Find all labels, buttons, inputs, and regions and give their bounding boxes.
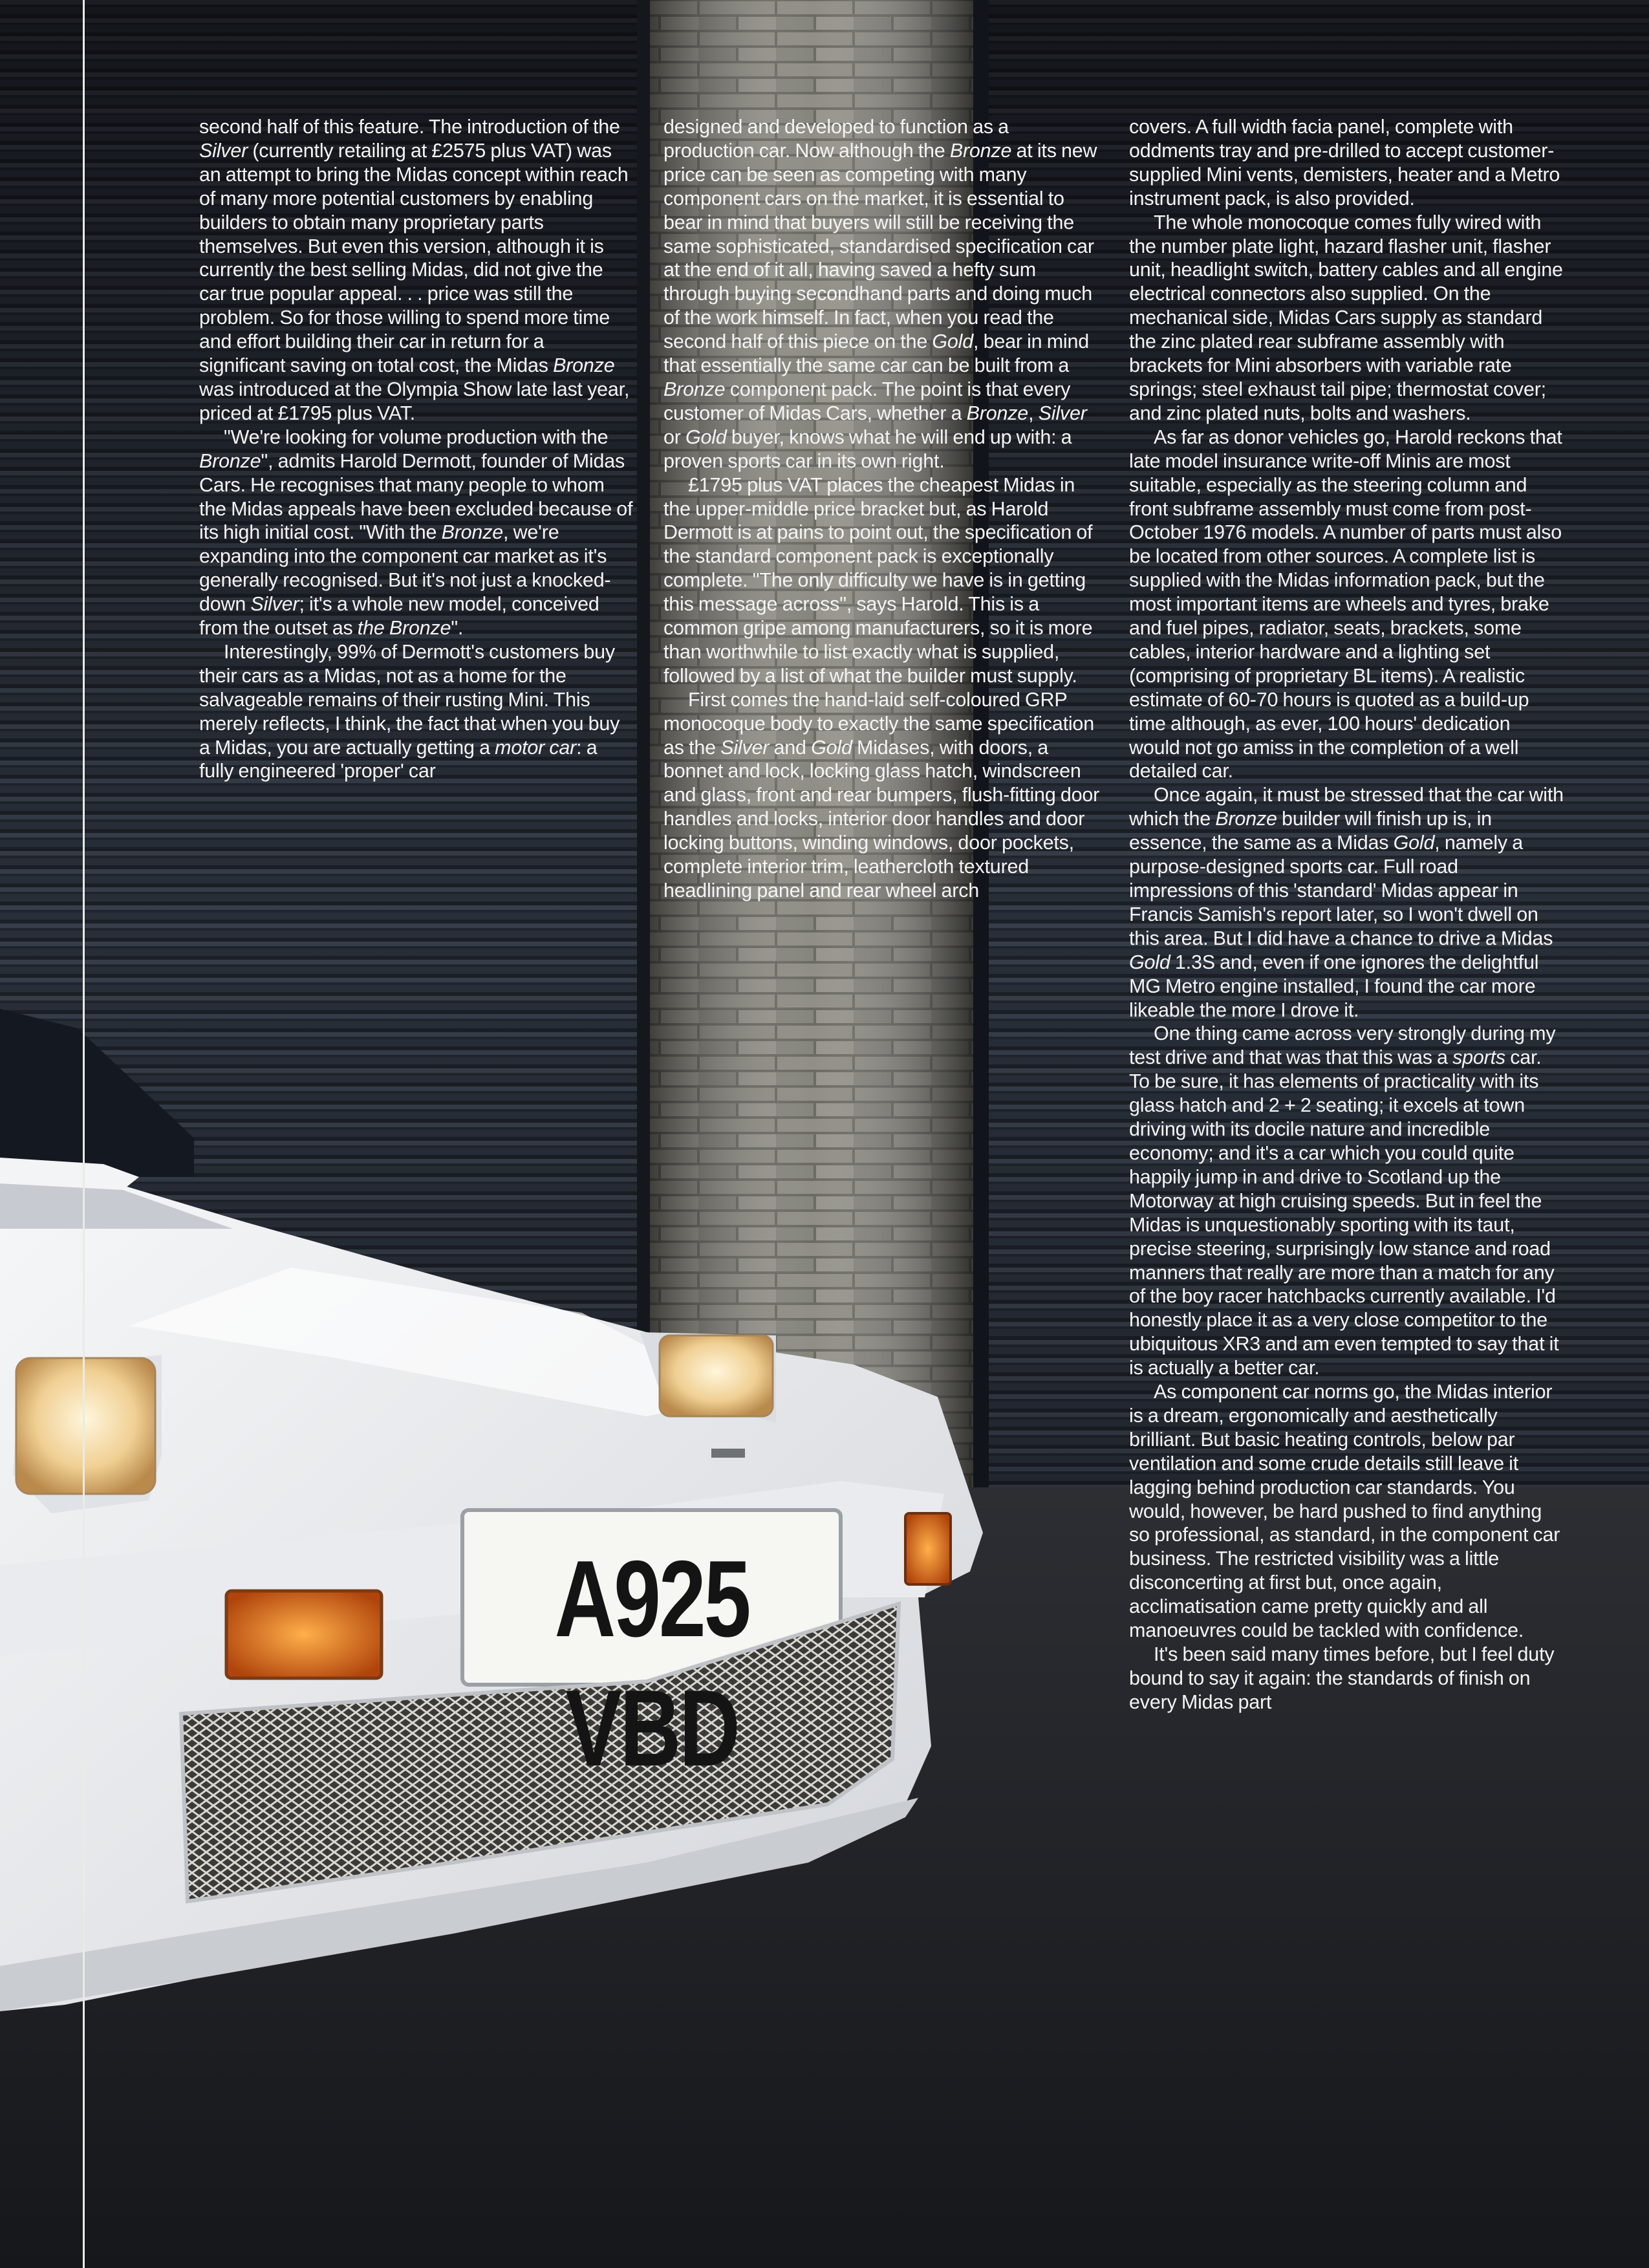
left-indicator: [226, 1591, 382, 1678]
italic-text-run: Bronze: [441, 521, 504, 544]
article-paragraph: [1129, 1643, 1565, 1714]
italic-text-run: Bronze: [966, 402, 1029, 424]
italic-text-run: Gold: [1129, 951, 1170, 973]
italic-text-run: motor car: [495, 736, 577, 759]
text-run: £1795 plus VAT places the cheapest Midas in the upper-middle price bracket but, as Harold Dermott is at pains to point out, the specification of the standard component pack is exceptionally complete. "The only difficulty we have is in getting this message across", says Harold. This is a common gripe among manufacturers, so it is more than worthwhile to list exactly what is supplied, followed by a list of what the builder must supply.: [663, 473, 1093, 687]
text-run: As component car norms go, the Midas interior is a dream, ergonomically and aesthetically brilliant. But basic heating controls, below par ventilation and some crude details still leave it lagging behind production car standards. You would, however, be hard pushed to find anything so professional, as standard, in the component car business. The restricted visibility was a little disconcerting at first but, once again, acclimatisation came pretty quickly and all manoeuvres could be tackled with confidence.: [1129, 1381, 1560, 1642]
article-paragraph: [199, 115, 634, 426]
text-run: buyer, knows what he will end up with: a proven sports car in its own right.: [663, 426, 1072, 472]
italic-text-run: Silver: [720, 736, 770, 759]
italic-text-run: Gold: [1393, 832, 1435, 854]
text-run: Midases, with doors, a bonnet and lock, locking glass hatch, windscreen and glass, front and rear bumpers, flush-fitting door handles and locks, interior door handles and door locking buttons, winding windows, door pockets, complete interior trim, leathercloth textured headlining panel and rear wheel arch: [663, 736, 1100, 902]
right-indicator: [905, 1513, 951, 1584]
text-run: covers. A full width facia panel, complete with oddments tray and pre-drilled to accept customer-supplied Mini vents, demisters, heater and a Metro instrument pack, is also provided.: [1129, 116, 1560, 210]
text-run: First comes the hand-laid self-coloured GRP monocoque body to exactly the same specification as the: [663, 688, 1094, 759]
text-run: ; it's a whole new model, conceived from the outset as: [199, 593, 599, 640]
italic-text-run: Bronze: [1215, 808, 1277, 830]
article-paragraph: [1129, 783, 1565, 1022]
text-run: Once again, it must be stressed that the car with which the: [1129, 784, 1564, 830]
text-run: , namely a purpose-designed sports car. Full road impressions of this 'standard' Midas appear in Francis Samish's report later, so I won't dwell on this area. But I did have a chance to drive a Midas: [1129, 832, 1553, 949]
text-run: car. To be sure, it has elements of practicality with its glass hatch and 2 + 2 seating; it excels at town driving with its docile nature and incredible economy; and it's a car which you could quite happily jump in and drive to Scotland up the Motorway at high cruising speeds. But in feel the Midas is unquestionably sporting with its taut, precise steering, surprisingly low stance and road manners that really are more than a match for any of the boy racer hatchbacks currently available. I'd honestly place it as a very close competitor to the ubiquitous XR3 and am even tempted to say that it is actually a better car.: [1129, 1046, 1559, 1379]
article-paragraph: [1129, 426, 1565, 784]
article-paragraph: [199, 426, 634, 640]
article-paragraph: [1129, 115, 1565, 211]
text-run: builder will finish up is, in essence, the same as a Midas: [1129, 808, 1492, 854]
text-run: (currently retailing at £2575 plus VAT) was an attempt to bring the Midas concept within reach of many more potential customers by enabling builders to obtain many proprietary parts themselves. But even this version, although it is currently the best selling Midas, did not give the car true popular appeal. . . price was still the problem. So for those willing to spend more time and effort building their car in return for a significant saving on total cost, the Midas: [199, 139, 629, 377]
article-paragraph: [1129, 211, 1565, 426]
italic-text-run: Gold: [932, 330, 974, 353]
text-run: One thing came across very strongly during my test drive and that was that this was a: [1129, 1022, 1556, 1069]
italic-text-run: Silver: [1038, 402, 1087, 424]
article-paragraph: [663, 115, 1101, 473]
text-run: 1.3S and, even if one ignores the delightful MG Metro engine installed, I found the car more likeable the more I drove it.: [1129, 951, 1539, 1021]
article-paragraph: [1129, 1022, 1565, 1380]
italic-text-run: the Bronze: [357, 617, 451, 640]
text-run: was introduced at the Olympia Show late last year, priced at £1795 plus VAT.: [199, 378, 630, 424]
text-run: : a fully engineered 'proper' car: [199, 736, 598, 783]
text-run: component pack. The point is that every customer of Midas Cars, whether a: [663, 378, 1071, 424]
text-run: second half of this feature. The introduction of the: [199, 116, 620, 138]
text-run: The whole monocoque comes fully wired with the number plate light, hazard flasher unit, flasher unit, headlight switch, battery cables and all engine electrical connectors also supplied. On the mechanical side, Midas Cars supply as standard the zinc plated rear subframe assembly with brackets for Mini absorbers with variable rate springs; steel exhaust tail pipe; thermostat cover; and zinc plated nuts, bolts and washers.: [1129, 211, 1563, 424]
left-headlamp: [16, 1358, 155, 1494]
italic-text-run: Bronze: [949, 139, 1012, 162]
italic-text-run: Gold: [685, 426, 727, 448]
text-run: As far as donor vehicles go, Harold reckons that late model insurance write-off Minis are most suitable, especially as the steering column and front subframe assembly must come from post-October 1976 models. A number of parts must also be located from other sources. A complete list is supplied with the Midas information pack, but the most important items are wheels and tyres, brake and fuel pipes, radiator, seats, brackets, some cables, interior hardware and a lighting set (comprising of proprietary BL items). A realistic estimate of 60-70 hours is quoted as a build-up time although, as ever, 100 hours' dedication would not go amiss in the completion of a well detailed car.: [1129, 426, 1562, 783]
text-run: or: [663, 426, 685, 448]
text-run: ", admits Harold Dermott, founder of Midas Cars. He recognises that many people to whom the Midas appeals have been excluded because of its high initial cost. "With the: [199, 449, 633, 544]
article-paragraph: [663, 688, 1101, 903]
text-run: ,: [1028, 402, 1039, 424]
number-plate-text: A925 VBD: [554, 1538, 749, 1789]
right-headlamp: [660, 1335, 773, 1416]
text-run: at its new price can be seen as competing with many component cars on the market, it is essential to bear in mind that buyers will still be receiving the same sophisticated, standardised specification car at the end of it all, having saved a hefty sum through buying secondhand parts and doing much of the work himself. In fact, when you read the second half of this piece on the: [663, 139, 1097, 353]
italic-text-run: sports: [1452, 1046, 1505, 1069]
italic-text-run: Bronze: [553, 354, 615, 377]
text-run: It's been said many times before, but I feel duty bound to say it again: the standards of finish on every Midas part: [1129, 1643, 1555, 1713]
italic-text-run: Gold: [811, 736, 852, 759]
article-paragraph: [1129, 1380, 1565, 1643]
text-run: , we're expanding into the component car market as it's generally recognised. But it's not just a knocked-down: [199, 521, 611, 616]
text-run: Interestingly, 99% of Dermott's customers buy their cars as a Midas, not as a home for the salvageable remains of their rusting Mini. This merely reflects, I think, the fact that when you buy a Midas, you are actually getting a: [199, 640, 620, 759]
text-run: , bear in mind that essentially the same car can be built from a: [663, 330, 1090, 377]
article-paragraph: [663, 473, 1101, 688]
article-column-3: [1129, 115, 1565, 1714]
italic-text-run: Bronze: [199, 449, 261, 472]
text-run: ".: [451, 617, 464, 640]
italic-text-run: Bronze: [663, 378, 726, 400]
text-run: designed and developed to function as a production car. Now although the: [663, 116, 1009, 162]
text-run: "We're looking for volume production with the: [224, 426, 609, 448]
italic-text-run: Silver: [250, 593, 299, 616]
article-column-2: [663, 115, 1101, 903]
article-paragraph: [199, 640, 634, 783]
text-run: and: [769, 736, 812, 759]
italic-text-run: Silver: [199, 139, 248, 162]
article-column-1: [199, 115, 634, 783]
binding-edge-line: [83, 0, 85, 2268]
